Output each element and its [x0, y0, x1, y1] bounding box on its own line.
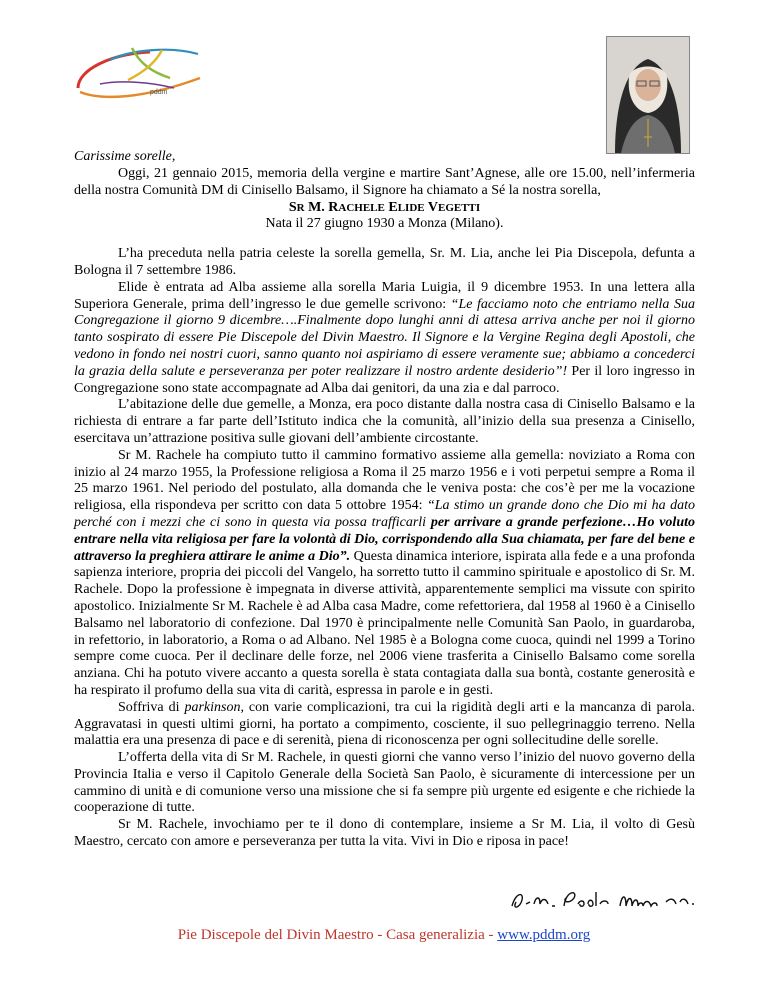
- logo-text: pddm: [150, 89, 168, 96]
- birth-info: Nata il 27 giugno 1930 a Monza (Milano).: [265, 216, 504, 232]
- footer-link[interactable]: www.pddm.org: [497, 927, 591, 943]
- letter-body: [74, 166, 695, 851]
- paragraph-4: Sr M. Rachele ha compiuto tutto il cammino formativo assieme alla gemella: noviziato a Roma con inizio al 24 marzo 1955, la Professione religiosa a Roma il 25 marzo 1956 e i voti perpetui sempre a Roma il 25 marzo 1961. Nel periodo del postulato, alla domanda che le veniva posta: che cos’è per me la vocazione religiosa, ella rispondeva per scritto con data 5 ottobre 1954: “La stimo un grande dono che Dio mi ha dato perché con i mezzi che ci sono in questa via possa trafficarli per arrivare a grande perfezione…Ho voluto entrare nella vita religiosa per fare la volontà di Dio, corrispondendo alla Sua chiamata, per fare del bene e attraverso la preghiera attirare le anime a Dio”. Questa dinamica interiore, ispirata alla fede e a una profonda sapienza interiore, propria dei piccoli del Vangelo, ha sorretto tutto il cammino spirituale e apostolico di Sr. M. Rachele. Dopo la professione è impegnata in diverse attività, apparentemente semplici ma vissute con spirito apostolico. Inizialmente Sr M. Rachele è ad Alba casa Madre, come refettoriera, dal 1958 al 1960 è a Cinisello Balsamo nel laboratorio di confezione. Dal 1970 è principalmente nelle Comunità San Paolo, in guardaroba, in refettorio, in laboratorio, a Roma o ad Albano. Nel 1985 è a Bologna come cuoca, quindi nel 1999 a Torino sempre come cuoca. Per il declinare delle forze, nel 2006 viene trasferita a Cinisello Balsamo come sorella anziana. Chi ha potuto vivere accanto a questa sorella è stata contagiata dalla sua bontà, costante generosità e ha respirato il profumo della sua vita di carità, espressa in parole e in gesti.: [74, 447, 696, 698]
- handwritten-signature: [508, 884, 698, 918]
- paragraph-2: Elide è entrata ad Alba assieme alla sorella Maria Luigia, il 9 dicembre 1953. In una lettera alla Superiora Generale, prima dell’ingresso le due gemelle scrivono: “Le facciamo noto che entriamo nella Sua Congregazione il giorno 9 dicembre….Finalmente dopo lunghi anni di attesa arriva anche per noi il giorno tanto sospirato di essere Pie Discepole del Divin Maestro. Il Signore e la Vergine Regina degli Apostoli, che vedono in fondo nei nostri cuori, sanno quanto noi aspiriamo di essere veramente sue; abbiamo a concederci la grazia della salute e perseveranza per poter realizzare il nostro ardente desiderio”! Per il loro ingresso in Congregazione sono state accompagnate ad Alba dai genitori, da una zia e dal parroco.: [74, 279, 695, 396]
- salutation: Carissime sorelle,: [74, 149, 176, 164]
- sister-portrait: [606, 36, 690, 154]
- paragraph-3: L’abitazione delle due gemelle, a Monza, era poco distante dalla nostra casa di Cinisello Balsamo e la richiesta di entrare a far parte dell’Istituto indica che la comunità, all’inizio della sua presenza a Cinisello, esercitava un’attrazione positiva sulle giovani dell’ambiente circostante.: [74, 397, 695, 446]
- paragraph-5: Soffriva di parkinson, con varie complicazioni, tra cui la rigidità degli arti e la mancanza di parola. Aggravatasi in questi ultimi giorni, ha portato a compimento, cosciente, il suo pellegrinaggio terreno. Nella malattia era una presenza di pace e di serenità, piena di riconoscenza per ogni sollecitudine delle sorelle.: [74, 699, 696, 749]
- paragraph-7: Sr M. Rachele, invochiamo per te il dono di contemplare, insieme a Sr M. Lia, il volto di Gesù Maestro, cercato con amore e perseveranza per tutta la vita. Vivi in Dio e riposa in pace!: [74, 817, 695, 850]
- intro-paragraph: Oggi, 21 gennaio 2015, memoria della vergine e martire Sant’Agnese, alle ore 15.00, nell’infermeria della nostra Comunità DM di Cinisello Balsamo, il Signore ha chiamato a Sé la nostra sorella,: [74, 166, 695, 198]
- paragraph-6: L’offerta della vita di Sr M. Rachele, in questi giorni che vanno verso l’inizio del nuovo governo della Provincia Italia e verso il Capitolo Generale della Società San Paolo, è sicuramente di intercessione per un cammino di unità e di comunione verso una missione che si fa sempre più urgente ed esigente e che richiede la cooperazione di tutte.: [74, 750, 695, 816]
- pddm-logo-icon: [70, 40, 220, 110]
- deceased-name: SR M. RACHELE ELIDE VEGETTI: [288, 199, 481, 215]
- footer: [0, 927, 768, 944]
- footer-text: Pie Discepole del Divin Maestro - Casa generalizia -: [177, 927, 498, 943]
- paragraph-1: L’ha preceduta nella patria celeste la sorella gemella, Sr. M. Lia, anche lei Pia Discepola, defunta a Bologna il 7 settembre 1986.: [74, 246, 695, 278]
